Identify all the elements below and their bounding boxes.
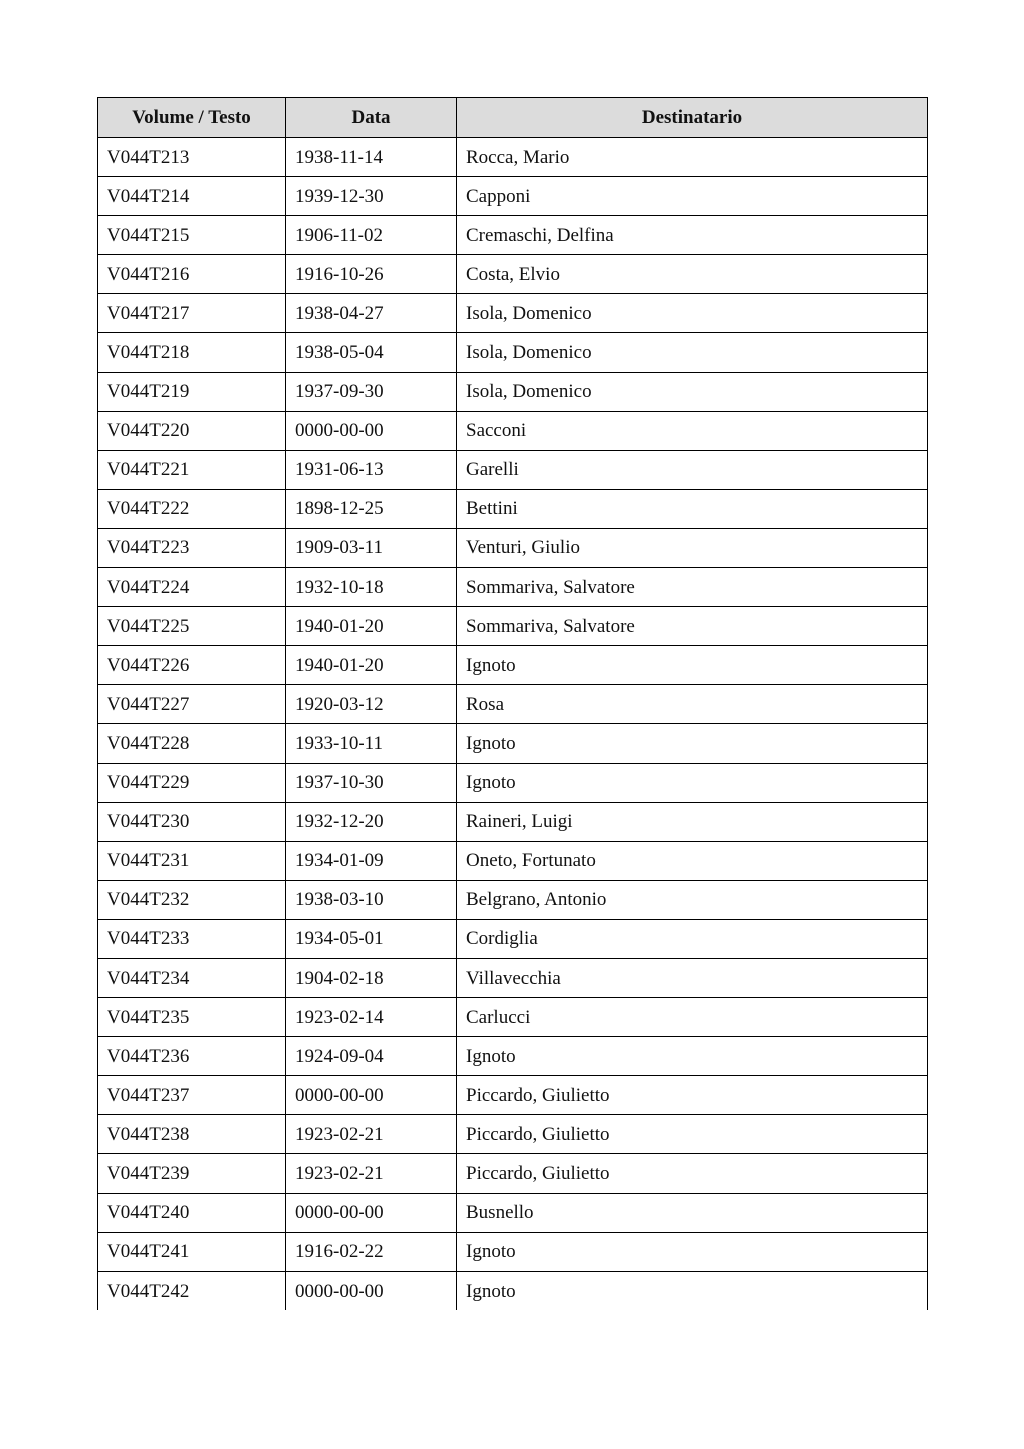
cell-volume-testo: V044T236 [98,1037,286,1076]
cell-volume-testo: V044T220 [98,411,286,450]
table-row [98,528,928,567]
table-row [98,294,928,333]
table-row [98,1271,928,1310]
table-row [98,1193,928,1232]
cell-data: 1898-12-25 [286,489,457,528]
cell-data: 1938-11-14 [286,138,457,177]
cell-data: 0000-00-00 [286,411,457,450]
cell-data: 1938-05-04 [286,333,457,372]
cell-data: 1937-10-30 [286,763,457,802]
table-row [98,646,928,685]
cell-destinatario: Ignoto [457,1271,928,1310]
cell-data: 1940-01-20 [286,607,457,646]
cell-volume-testo: V044T218 [98,333,286,372]
table-row [98,607,928,646]
table-row [98,802,928,841]
cell-volume-testo: V044T221 [98,450,286,489]
cell-volume-testo: V044T224 [98,568,286,607]
table-row [98,255,928,294]
table-row [98,1076,928,1115]
cell-data: 1932-10-18 [286,568,457,607]
cell-volume-testo: V044T232 [98,880,286,919]
table-row [98,880,928,919]
cell-data: 1916-02-22 [286,1232,457,1271]
cell-data: 1933-10-11 [286,724,457,763]
cell-destinatario: Cremaschi, Delfina [457,216,928,255]
cell-destinatario: Isola, Domenico [457,333,928,372]
cell-destinatario: Ignoto [457,1232,928,1271]
cell-volume-testo: V044T223 [98,528,286,567]
table-row [98,958,928,997]
cell-data: 1906-11-02 [286,216,457,255]
table-row [98,177,928,216]
cell-data: 1923-02-21 [286,1154,457,1193]
cell-volume-testo: V044T227 [98,685,286,724]
cell-volume-testo: V044T238 [98,1115,286,1154]
table-row [98,411,928,450]
table-row [98,138,928,177]
cell-destinatario: Piccardo, Giulietto [457,1154,928,1193]
cell-volume-testo: V044T234 [98,958,286,997]
cell-destinatario: Ignoto [457,646,928,685]
cell-volume-testo: V044T239 [98,1154,286,1193]
cell-data: 1938-04-27 [286,294,457,333]
cell-volume-testo: V044T217 [98,294,286,333]
cell-volume-testo: V044T229 [98,763,286,802]
cell-destinatario: Sommariva, Salvatore [457,568,928,607]
table-row [98,1115,928,1154]
cell-volume-testo: V044T235 [98,998,286,1037]
cell-volume-testo: V044T214 [98,177,286,216]
cell-data: 0000-00-00 [286,1271,457,1310]
cell-volume-testo: V044T242 [98,1271,286,1310]
cell-data: 1916-10-26 [286,255,457,294]
cell-volume-testo: V044T231 [98,841,286,880]
table-row [98,919,928,958]
cell-data: 1934-01-09 [286,841,457,880]
cell-destinatario: Venturi, Giulio [457,528,928,567]
cell-destinatario: Bettini [457,489,928,528]
cell-volume-testo: V044T237 [98,1076,286,1115]
table-row [98,568,928,607]
table-row [98,1154,928,1193]
letters-table-container [97,97,927,1310]
cell-data: 1939-12-30 [286,177,457,216]
cell-data: 1938-03-10 [286,880,457,919]
table-row [98,724,928,763]
cell-destinatario: Piccardo, Giulietto [457,1115,928,1154]
table-row [98,998,928,1037]
cell-data: 1924-09-04 [286,1037,457,1076]
cell-destinatario: Raineri, Luigi [457,802,928,841]
table-row [98,685,928,724]
header-destinatario: Destinatario [457,98,928,138]
cell-data: 1940-01-20 [286,646,457,685]
cell-destinatario: Cordiglia [457,919,928,958]
cell-destinatario: Ignoto [457,1037,928,1076]
cell-destinatario: Villavecchia [457,958,928,997]
table-row [98,1232,928,1271]
cell-data: 1904-02-18 [286,958,457,997]
cell-volume-testo: V044T226 [98,646,286,685]
cell-volume-testo: V044T225 [98,607,286,646]
cell-data: 1923-02-14 [286,998,457,1037]
table-row [98,450,928,489]
cell-data: 1920-03-12 [286,685,457,724]
cell-destinatario: Garelli [457,450,928,489]
cell-destinatario: Ignoto [457,724,928,763]
table-header [98,98,928,138]
cell-destinatario: Sacconi [457,411,928,450]
cell-destinatario: Busnello [457,1193,928,1232]
cell-volume-testo: V044T228 [98,724,286,763]
cell-volume-testo: V044T230 [98,802,286,841]
cell-volume-testo: V044T216 [98,255,286,294]
cell-destinatario: Carlucci [457,998,928,1037]
cell-volume-testo: V044T240 [98,1193,286,1232]
cell-data: 1931-06-13 [286,450,457,489]
header-volume-testo: Volume / Testo [98,98,286,138]
header-data: Data [286,98,457,138]
cell-destinatario: Capponi [457,177,928,216]
table-row [98,763,928,802]
letters-table [97,97,928,1310]
cell-destinatario: Rocca, Mario [457,138,928,177]
cell-destinatario: Oneto, Fortunato [457,841,928,880]
cell-data: 1937-09-30 [286,372,457,411]
cell-data: 1923-02-21 [286,1115,457,1154]
cell-volume-testo: V044T222 [98,489,286,528]
cell-destinatario: Rosa [457,685,928,724]
cell-data: 0000-00-00 [286,1076,457,1115]
cell-destinatario: Costa, Elvio [457,255,928,294]
cell-data: 1909-03-11 [286,528,457,567]
cell-destinatario: Sommariva, Salvatore [457,607,928,646]
cell-destinatario: Isola, Domenico [457,294,928,333]
table-row [98,216,928,255]
cell-destinatario: Piccardo, Giulietto [457,1076,928,1115]
table-body [98,138,928,1311]
cell-volume-testo: V044T241 [98,1232,286,1271]
cell-destinatario: Isola, Domenico [457,372,928,411]
cell-volume-testo: V044T213 [98,138,286,177]
cell-destinatario: Belgrano, Antonio [457,880,928,919]
cell-volume-testo: V044T215 [98,216,286,255]
table-row [98,841,928,880]
cell-volume-testo: V044T233 [98,919,286,958]
table-row [98,1037,928,1076]
cell-data: 0000-00-00 [286,1193,457,1232]
cell-destinatario: Ignoto [457,763,928,802]
header-row [98,98,928,138]
table-row [98,489,928,528]
cell-data: 1932-12-20 [286,802,457,841]
table-row [98,372,928,411]
cell-data: 1934-05-01 [286,919,457,958]
cell-volume-testo: V044T219 [98,372,286,411]
table-row [98,333,928,372]
